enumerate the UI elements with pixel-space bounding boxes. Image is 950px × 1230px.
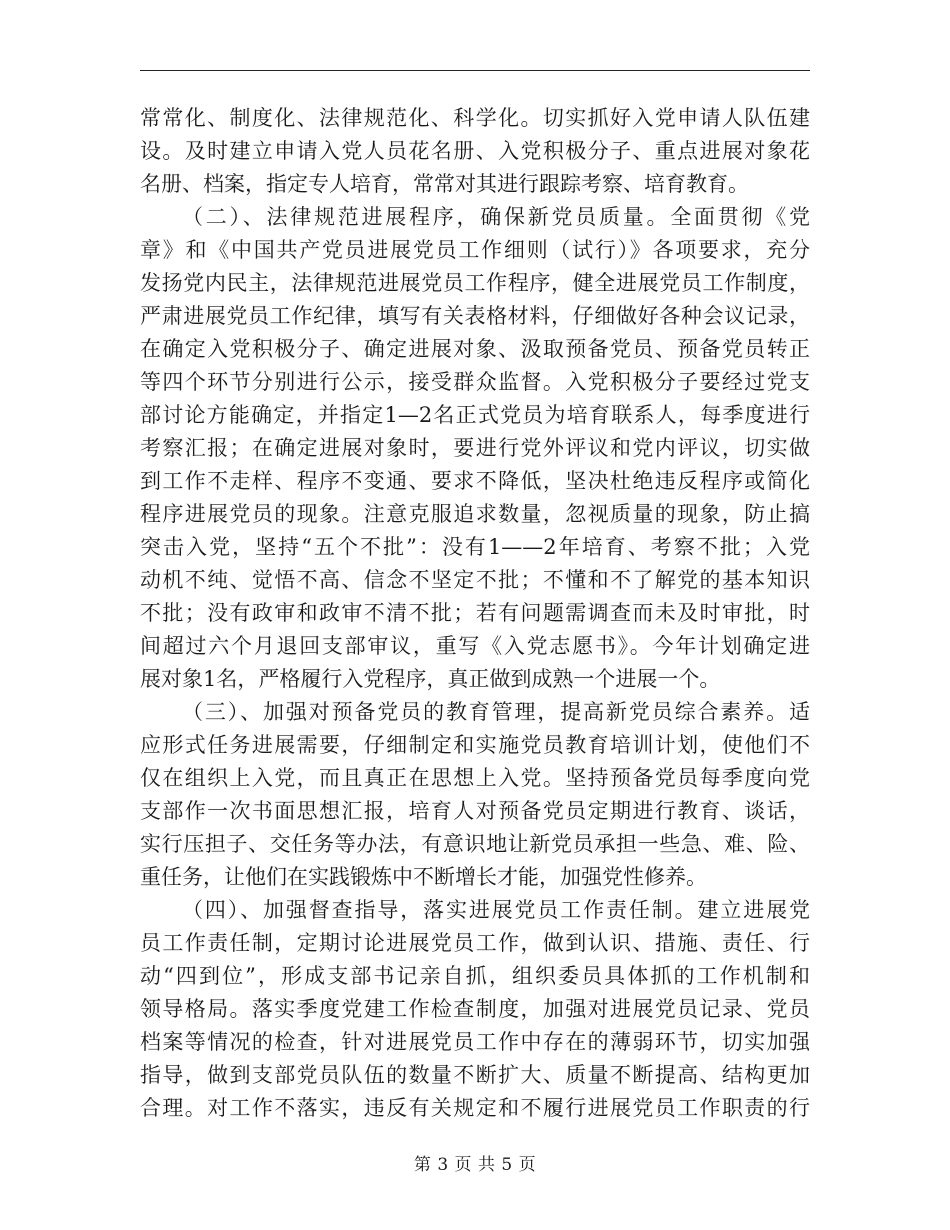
text-line: 间超过六个月退回支部审议，重写《入党志愿书》。今年计划确定进 (140, 634, 810, 658)
text-line: 动机不纯、觉悟不高、信念不坚定不批；不懂和不了解党的基本知识 (140, 568, 810, 592)
text-line: 仅在组织上入党，而且真正在思想上入党。坚持预备党员每季度向党 (140, 766, 810, 790)
header-rule (140, 70, 810, 71)
text-line: 设。及时建立申请入党人员花名册、入党积极分子、重点进展对象花 (140, 139, 810, 163)
text-line: 合理。对工作不落实，违反有关规定和不履行进展党员工作职责的行 (140, 1096, 810, 1120)
text-line: 指导，做到支部党员队伍的数量不断扩大、质量不断提高、结构更加 (140, 1063, 810, 1087)
text-line: 员工作责任制，定期讨论进展党员工作，做到认识、措施、责任、行 (140, 931, 810, 955)
text-line: 重任务，让他们在实践锻炼中不断增长才能，加强党性修养。 (140, 865, 707, 889)
text-line: 等四个环节分别进行公示，接受群众监督。入党积极分子要经过党支 (140, 370, 810, 394)
text-line: 严肃进展党员工作纪律，填写有关表格材料，仔细做好各种会议记录， (140, 304, 810, 328)
text-line: 突击入党，坚持“五个不批”：没有1——2年培育、考察不批；入党 (140, 535, 810, 559)
page-number-footer: 第 3 页 共 5 页 (413, 1155, 537, 1175)
text-line: 领导格局。落实季度党建工作检查制度，加强对进展党员记录、党员 (140, 997, 810, 1021)
text-line: 在确定入党积极分子、确定进展对象、汲取预备党员、预备党员转正 (140, 337, 810, 361)
text-line: 实行压担子、交任务等办法，有意识地让新党员承担一些急、难、险、 (140, 832, 810, 856)
text-line: 考察汇报；在确定进展对象时，要进行党外评议和党内评议，切实做 (140, 436, 810, 460)
paragraph-first-line: （四）、加强督查指导，落实进展党员工作责任制。建立进展党 (182, 898, 810, 922)
paragraph-first-line: （三）、加强对预备党员的教育管理，提高新党员综合素养。适 (182, 700, 810, 724)
text-line: 章》和《中国共产党员进展党员工作细则（试行）》各项要求，充分 (140, 238, 810, 262)
text-line: 发扬党内民主，法律规范进展党员工作程序，健全进展党员工作制度， (140, 271, 810, 295)
paragraph-first-line: （二）、法律规范进展程序，确保新党员质量。全面贯彻《党 (182, 205, 810, 229)
text-line: 名册、档案，指定专人培育，常常对其进行跟踪考察、培育教育。 (140, 172, 749, 196)
text-line: 展对象1名，严格履行入党程序，真正做到成熟一个进展一个。 (140, 667, 721, 691)
text-line: 常常化、制度化、法律规范化、科学化。切实抓好入党申请人队伍建 (140, 106, 810, 130)
text-line: 应形式任务进展需要，仔细制定和实施党员教育培训计划，使他们不 (140, 733, 810, 757)
text-line: 动“四到位”，形成支部书记亲自抓，组织委员具体抓的工作机制和 (140, 964, 810, 988)
text-line: 不批；没有政审和政审不清不批；若有问题需调查而未及时审批，时 (140, 601, 810, 625)
text-line: 支部作一次书面思想汇报，培育人对预备党员定期进行教育、谈话， (140, 799, 810, 823)
text-line: 到工作不走样、程序不变通、要求不降低，坚决杜绝违反程序或简化 (140, 469, 810, 493)
text-line: 程序进展党员的现象。注意克服追求数量，忽视质量的现象，防止搞 (140, 502, 810, 526)
body-text (140, 102, 810, 1125)
text-line: 部讨论方能确定，并指定1—2名正式党员为培育联系人，每季度进行 (140, 403, 810, 427)
text-line: 档案等情况的检查，针对进展党员工作中存在的薄弱环节，切实加强 (140, 1030, 810, 1054)
